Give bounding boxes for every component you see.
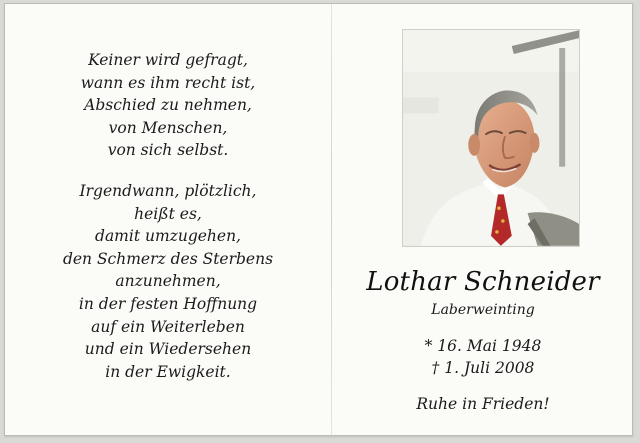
memorial-card	[4, 3, 633, 436]
poem-line: Irgendwann, plötzlich,	[79, 181, 257, 200]
poem-line: damit umzugehen,	[95, 227, 241, 246]
poem-line: in der festen Hoffnung	[78, 294, 258, 313]
poem-line: Abschied zu nehmen,	[84, 96, 252, 115]
poem	[15, 49, 321, 383]
obituary-panel	[332, 4, 634, 435]
poem-line: und ein Wiedersehen	[84, 340, 252, 359]
deceased-name: Lothar Schneider	[366, 267, 600, 297]
poem-line: heißt es,	[134, 204, 202, 223]
closing-line: Ruhe in Frieden!	[416, 395, 550, 413]
birth-date: * 16. Mai 1948	[424, 337, 542, 355]
death-date: † 1. Juli 2008	[431, 359, 535, 377]
poem-line: anzunehmen,	[115, 272, 221, 291]
poem-line: in der Ewigkeit.	[105, 362, 231, 381]
poem-panel	[5, 4, 331, 435]
life-dates	[332, 335, 634, 379]
poem-line: auf ein Weiterleben	[91, 317, 245, 336]
poem-line: Keiner wird gefragt,	[88, 51, 248, 69]
poem-line: von Menschen,	[108, 118, 228, 137]
poem-line: wann es ihm recht ist,	[80, 73, 256, 92]
poem-line: den Schmerz des Sterbens	[62, 249, 274, 268]
poem-line: von sich selbst.	[107, 141, 229, 160]
stanza-gap	[15, 162, 321, 180]
portrait-photo-icon	[402, 29, 580, 247]
place-of-residence: Laberweinting	[431, 302, 535, 318]
